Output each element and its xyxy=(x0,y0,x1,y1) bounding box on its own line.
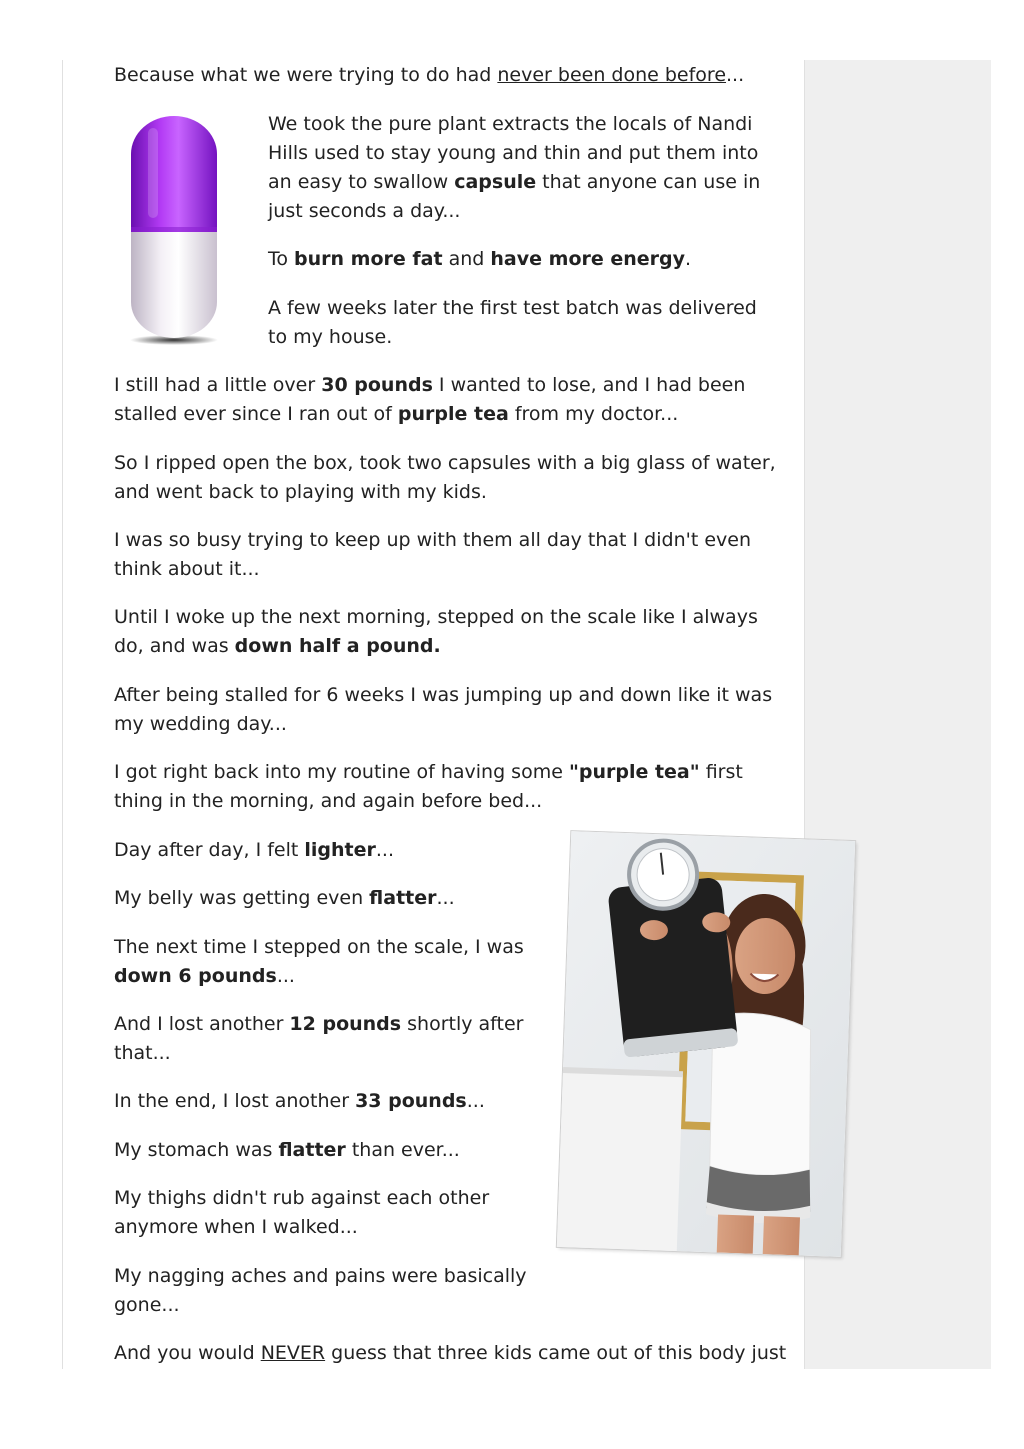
paragraph-12-pounds: And I lost another 12 pounds shortly after that... xyxy=(114,1013,524,1064)
paragraph-aches: My nagging aches and pains were basically gone... xyxy=(114,1265,527,1316)
paragraph-6-pounds: The next time I stepped on the scale, I was down 6 pounds... xyxy=(114,936,524,987)
paragraph-purple-tea-routine: I got right back into my routine of having some "purple tea" first thing in the morning, and again before bed... xyxy=(114,761,743,812)
never-done-before-link[interactable]: never been done before xyxy=(497,64,727,86)
paragraph-test-batch: A few weeks later the first test batch was delivered to my house. xyxy=(268,297,757,348)
woman-with-scale-illustration xyxy=(557,831,855,1257)
woman-with-scale-photo xyxy=(557,831,855,1257)
paragraph-next-morning: Until I woke up the next morning, stepped on the scale like I always do, and was down half a pound. xyxy=(114,606,758,657)
paragraph-burn-fat: To burn more fat and have more energy. xyxy=(268,248,692,270)
paragraph-intro: Because what we were trying to do had never been done before... xyxy=(114,64,745,86)
paragraph-flatter-belly: My belly was getting even flatter... xyxy=(114,887,455,909)
paragraph-thighs: My thighs didn't rub against each other anymore when I walked... xyxy=(114,1187,490,1238)
paragraph-three-kids: And you would NEVER guess that three kids came out of this body just xyxy=(114,1342,787,1364)
paragraph-busy: I was so busy trying to keep up with them all day that I didn't even think about it... xyxy=(114,529,751,580)
paragraph-plant-extracts: We took the pure plant extracts the locals of Nandi Hills used to stay young and thin and put them into an easy to swallow capsule that anyone can use in just seconds a day... xyxy=(268,113,761,222)
paragraph-lighter: Day after day, I felt lighter... xyxy=(114,839,394,861)
paragraph-wedding-day: After being stalled for 6 weeks I was jumping up and down like it was my wedding day... xyxy=(114,684,773,735)
paragraph-stomach-flatter: My stomach was flatter than ever... xyxy=(114,1139,460,1161)
paragraph-30-pounds: I still had a little over 30 pounds I wanted to lose, and I had been stalled ever since I ran out of purple tea from my doctor... xyxy=(114,374,746,425)
paragraph-ripped-box: So I ripped open the box, took two capsules with a big glass of water, and went back to playing with my kids. xyxy=(114,452,776,503)
paragraph-33-pounds: In the end, I lost another 33 pounds... xyxy=(114,1090,485,1112)
capsule-image xyxy=(126,114,222,348)
